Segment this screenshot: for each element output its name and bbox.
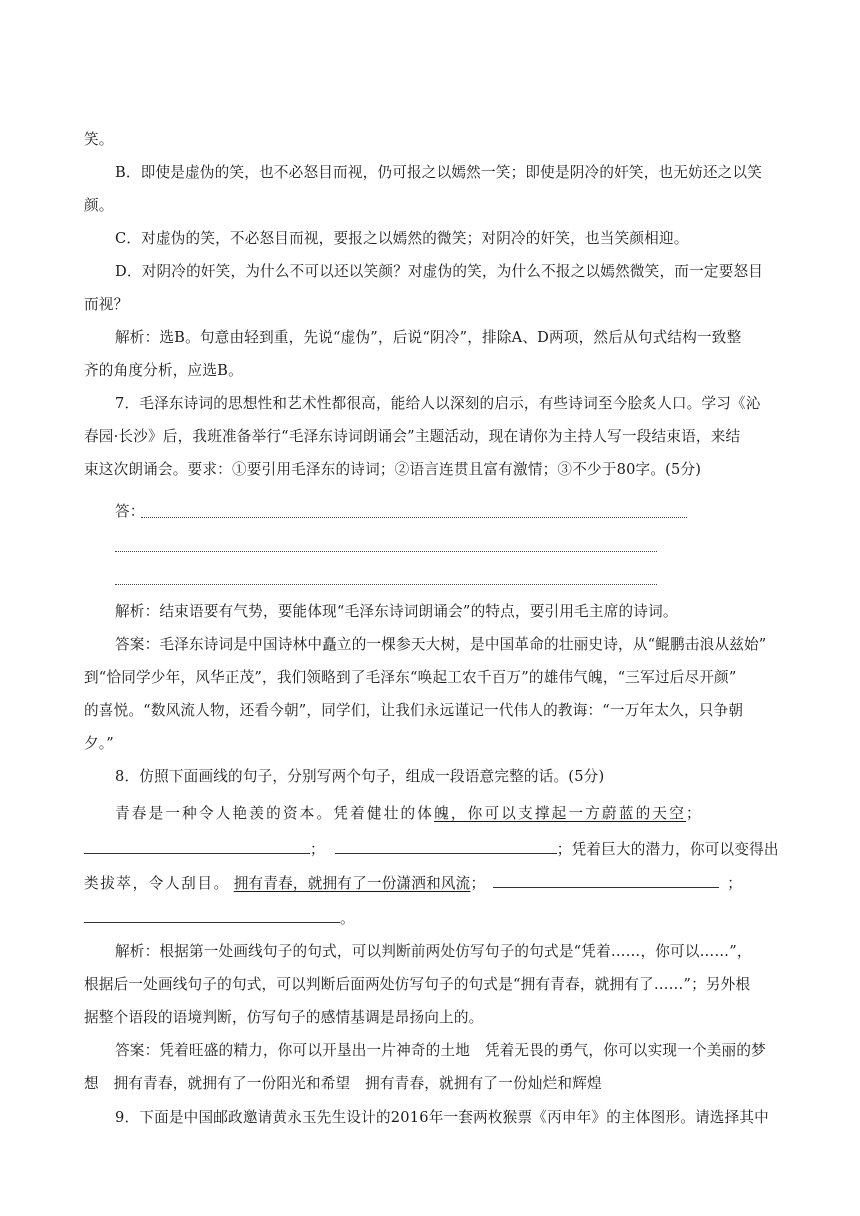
answer-8-line-2: 想 拥有青春，就拥有了一份阳光和希望 拥有青春，就拥有了一份灿烂和辉煌 (84, 1075, 602, 1092)
answer-dotted-line-2[interactable] (115, 551, 657, 552)
passage-text: ；凭着巨大的潜力，你可以变得出 (556, 841, 779, 858)
fill-blank-4[interactable] (84, 908, 340, 923)
question-7-line-1: 7．毛泽东诗词的思想性和艺术性都很高，能给人以深刻的启示，有些诗词至今脍炙人口。学习《沁 (115, 395, 761, 412)
passage-line-1 (115, 804, 780, 824)
fill-blank-3[interactable] (493, 873, 719, 888)
text-line: 笑。 (84, 131, 114, 148)
option-d-line-2: 而视？ (84, 296, 129, 313)
option-c-line: C．对虚伪的笑，不必怒目而视，要报之以嫣然的微笑；对阴冷的奸笑，也当笑颜相迎。 (115, 230, 689, 247)
analysis-8-line-2: 根据后一处画线句子的句式，可以判断后面两处仿写句子的句式是“拥有青春，就拥有了……”；另外根 (84, 976, 751, 993)
punct: ； (727, 875, 743, 892)
answer-7-line-3: 的喜悦。“数风流人物，还看今朝”，同学们，让我们永远谨记一代伟人的教诲：“一万年太久，只争朝 (84, 702, 744, 719)
passage-text: 青春是一种令人艳羡的资本。凭着健壮的体 (115, 805, 435, 822)
underlined-sentence-2: 拥有青春，就拥有了一份潇洒和风流 (233, 875, 471, 892)
answer-7-line-2: 到“恰同学少年，风华正茂”，我们领略到了毛泽东“唤起工农千百万”的雄伟气魄，“三军过后尽开颜” (84, 669, 737, 686)
analysis-6-line-1: 解析：选B。句意由轻到重，先说“虚伪”，后说“阴冷”，排除A、D两项，然后从句式结构一致整 (115, 329, 742, 346)
answer-dotted-line-3[interactable] (115, 584, 657, 585)
answer-label: 答： (115, 503, 145, 520)
punct: ； (686, 805, 703, 822)
option-b-line-2: 颜。 (84, 197, 114, 214)
passage-line-2 (84, 839, 780, 860)
option-d-line-1: D．对阴冷的奸笑，为什么不可以还以笑颜？对虚伪的笑，为什么不报之以嫣然微笑，而一定要怒目 (115, 263, 764, 280)
passage-text: 类拔萃，令人刮目。 (84, 875, 230, 892)
answer-dotted-line-1[interactable] (141, 517, 687, 518)
punct: 。 (340, 910, 355, 927)
passage-line-4 (84, 908, 780, 929)
underlined-sentence-1: 魄，你可以支撑起一方蔚蓝的天空 (434, 805, 687, 822)
analysis-7-line: 解析：结束语要有气势，要能体现“毛泽东诗词朗诵会”的特点，要引用毛主席的诗词。 (115, 603, 678, 620)
fill-blank-1[interactable] (84, 839, 310, 854)
question-8-line: 8．仿照下面画线的句子，分别写两个句子，组成一段语意完整的话。(5分) (115, 768, 605, 785)
analysis-6-line-2: 齐的角度分析，应选B。 (84, 362, 243, 379)
fill-blank-2[interactable] (335, 839, 557, 854)
question-7-line-2: 春园·长沙》后，我班准备举行“毛泽东诗词朗诵会”主题活动，现在请你为主持人写一段结束语，来结 (84, 428, 741, 445)
answer-7-line-4: 夕。” (84, 735, 114, 752)
passage-line-3 (84, 873, 780, 894)
answer-7-line-1: 答案：毛泽东诗词是中国诗林中矗立的一棵参天大树，是中国革命的壮丽史诗，从“鲲鹏击浪从兹始” (115, 636, 767, 653)
question-9-line: 9．下面是中国邮政邀请黄永玉先生设计的2016年一套两枚猴票《丙申年》的主体图形。请选择其中 (115, 1109, 769, 1126)
question-7-line-3: 束这次朗诵会。要求：①要引用毛泽东的诗词；②语言连贯且富有激情；③不少于80字。(5分) (84, 461, 702, 478)
analysis-8-line-3: 据整个语段的语境判断，仿写句子的感情基调是昂扬向上的。 (84, 1009, 484, 1026)
punct: ； (310, 841, 325, 858)
option-b-line-1: B．即使是虚伪的笑，也不必怒目而视，仍可报之以嫣然一笑；即使是阴冷的奸笑，也无妨还之以笑 (115, 164, 763, 181)
analysis-8-line-1: 解析：根据第一处画线句子的句式，可以判断前两处仿写句子的句式是“凭着……，你可以……”， (115, 943, 752, 960)
answer-8-line-1: 答案：凭着旺盛的精力，你可以开垦出一片神奇的土地 凭着无畏的勇气，你可以实现一个美丽的梦 (115, 1042, 766, 1059)
punct: ； (470, 875, 486, 892)
